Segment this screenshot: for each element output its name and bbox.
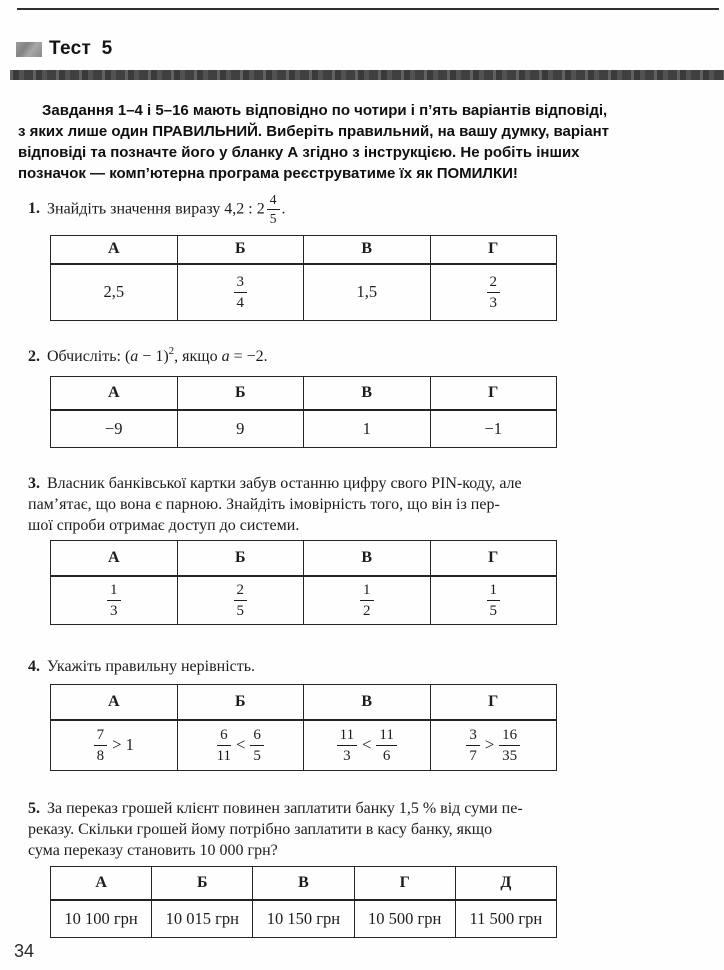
math-text: = −2. <box>229 348 268 365</box>
answer-cell-content <box>152 909 252 929</box>
test-header <box>16 38 113 60</box>
math-text: Знайдіть значення виразу 4,2 : 2 <box>47 200 265 218</box>
fraction-numerator: 1 <box>360 581 374 601</box>
answer-header-cell: Д <box>455 867 556 900</box>
answer-cell <box>304 720 431 771</box>
fraction-denominator: 5 <box>489 602 497 619</box>
answer-cell-content <box>253 909 353 929</box>
answer-header-row <box>51 236 557 264</box>
fraction-numerator: 7 <box>94 726 108 746</box>
answer-header-cell: А <box>51 236 178 264</box>
fraction <box>376 726 396 765</box>
answer-cell-content <box>456 909 556 929</box>
answer-cell <box>430 720 557 771</box>
problem-text-line <box>28 819 573 840</box>
answer-cell-content <box>431 581 557 620</box>
problem-number: 4. <box>28 658 40 675</box>
problem-text-line <box>28 798 573 819</box>
answer-table <box>50 866 557 938</box>
answer-cell <box>51 720 178 771</box>
answer-header-cell: А <box>51 541 178 576</box>
answer-cell <box>177 576 304 625</box>
fraction-denominator: 3 <box>110 602 118 619</box>
answer-cell <box>51 410 178 448</box>
fraction <box>217 726 231 765</box>
fraction-numerator: 6 <box>250 726 264 746</box>
problem-number: 5. <box>28 800 40 817</box>
answer-cell-content <box>178 726 304 765</box>
problem-text: Власник банківської картки забув останню цифру свого PIN-коду, але <box>47 475 522 492</box>
answer-header-cell: В <box>304 685 431 720</box>
problem <box>28 656 573 677</box>
answer-table <box>50 540 557 625</box>
math-variable: a <box>130 348 139 365</box>
fraction-denominator: 3 <box>343 747 351 764</box>
answer-cell <box>177 410 304 448</box>
answer-cell <box>51 900 152 938</box>
problem-text-line <box>28 494 573 515</box>
problem-number: 1. <box>28 200 40 218</box>
answer-header-cell: Г <box>430 541 557 576</box>
math-text: > 1 <box>112 735 134 755</box>
answer-cell <box>177 720 304 771</box>
fraction <box>234 581 248 620</box>
answer-header-cell: В <box>253 867 354 900</box>
answer-header-row <box>51 377 557 410</box>
fraction <box>487 273 501 312</box>
answer-header-cell: Г <box>430 236 557 264</box>
math-text: 10 015 грн <box>165 908 239 928</box>
test-title: Тест 5 <box>49 38 113 59</box>
answer-header-cell: Г <box>354 867 455 900</box>
answer-cell-content <box>431 273 557 312</box>
answer-cell-content <box>51 581 177 620</box>
fraction-numerator: 1 <box>107 581 121 601</box>
instruction-line: Завдання 1–4 і 5–16 мають відповідно по чотири і п’ять варіантів відповіді, <box>42 102 608 119</box>
fraction-numerator: 4 <box>267 192 280 210</box>
answer-cell <box>304 264 431 321</box>
answer-cell-content <box>304 581 430 620</box>
fraction-denominator: 5 <box>269 211 277 227</box>
answer-cell <box>253 900 354 938</box>
math-text: 10 100 грн <box>64 908 138 928</box>
fraction <box>107 581 121 620</box>
problem-text: За переказ грошей клієнт повинен заплатити банку 1,5 % від суми пе- <box>47 800 523 817</box>
fraction-denominator: 7 <box>469 747 477 764</box>
problem <box>28 346 573 367</box>
math-text: , якщо <box>174 348 222 365</box>
answer-cell-content <box>51 726 177 765</box>
answer-cell-content <box>178 273 304 312</box>
math-variable: a <box>221 348 230 365</box>
fraction <box>487 581 501 620</box>
fraction <box>234 273 248 312</box>
answer-header-cell: Б <box>177 377 304 410</box>
fraction-denominator: 5 <box>236 602 244 619</box>
fraction-denominator: 35 <box>502 747 518 764</box>
math-text: 10 500 грн <box>367 908 442 928</box>
answer-table <box>50 235 557 321</box>
fraction-denominator: 6 <box>382 747 391 764</box>
answer-cell <box>430 264 557 321</box>
math-exponent: 2 <box>168 345 175 357</box>
math-text: Обчисліть: ( <box>47 348 131 365</box>
math-text: < <box>236 735 246 755</box>
math-text: . <box>281 200 286 218</box>
answer-cell <box>430 576 557 625</box>
fraction-numerator: 2 <box>487 273 501 293</box>
fraction-numerator: 11 <box>376 726 396 746</box>
fraction <box>267 192 280 227</box>
answer-cell <box>152 900 253 938</box>
answer-header-row <box>51 685 557 720</box>
fraction <box>94 726 108 765</box>
answer-cell-content <box>51 419 177 439</box>
answer-header-cell: Г <box>430 377 557 410</box>
answer-value-row <box>51 720 557 771</box>
math-text: −1 <box>484 418 503 438</box>
answer-table <box>50 376 557 448</box>
instruction-line: відповіді та позначте його у бланку А згідно з інструкцією. Не робіть інших <box>18 144 580 161</box>
answer-header-row <box>51 541 557 576</box>
fraction-denominator: 8 <box>96 747 105 764</box>
math-text: < <box>362 735 372 755</box>
answer-value-row <box>51 264 557 321</box>
problem-text: реказу. Скільки грошей йому потрібно заплатити в касу банку, якщо <box>28 821 493 838</box>
answer-cell <box>177 264 304 321</box>
answer-cell <box>430 410 557 448</box>
answer-cell-content <box>178 419 304 439</box>
page-number: 34 <box>14 941 35 961</box>
answer-cell-content <box>51 282 177 302</box>
math-text: 2,5 <box>103 282 125 302</box>
fraction <box>337 726 357 765</box>
problem-text-line <box>28 515 573 536</box>
math-text: 1 <box>362 418 371 438</box>
answer-value-row <box>51 410 557 448</box>
answer-cell <box>354 900 455 938</box>
fraction <box>250 726 264 765</box>
fraction-denominator: 3 <box>489 294 497 311</box>
math-text: Укажіть правильну нерівність. <box>47 658 256 675</box>
answer-header-cell: Б <box>177 541 304 576</box>
answer-header-cell: Б <box>152 867 253 900</box>
fraction-numerator: 1 <box>487 581 501 601</box>
test-marker-icon <box>16 42 42 57</box>
problem-text: пам’ятає, що вона є парною. Знайдіть імовірність того, що він із пер- <box>28 496 500 513</box>
fraction-numerator: 11 <box>337 726 357 746</box>
answer-cell-content <box>431 726 557 765</box>
math-text: −9 <box>104 418 123 438</box>
problem-question <box>28 656 573 677</box>
problem-number: 3. <box>28 475 40 492</box>
math-text: 1,5 <box>356 282 378 302</box>
problem <box>28 798 573 861</box>
fraction <box>360 581 374 620</box>
instruction-line: з яких лише один ПРАВИЛЬНИЙ. Виберіть правильний, на вашу думку, варіант <box>18 123 609 140</box>
problem-number: 2. <box>28 348 40 365</box>
fraction-denominator: 2 <box>363 602 371 619</box>
answer-cell <box>304 576 431 625</box>
problem-text-line <box>28 840 573 861</box>
answer-value-row <box>51 900 557 938</box>
math-text: − 1) <box>138 348 169 365</box>
header-divider-bar <box>10 70 724 80</box>
answer-cell-content <box>178 581 304 620</box>
answer-cell-content <box>304 726 430 765</box>
answer-cell-content <box>431 419 557 439</box>
instruction-line: позначок — комп’ютерна програма реєструватиме їх як ПОМИЛКИ! <box>18 165 518 182</box>
fraction-denominator: 4 <box>236 294 244 311</box>
answer-cell-content <box>51 909 151 929</box>
answer-header-cell: Б <box>177 236 304 264</box>
answer-table <box>50 684 557 771</box>
answer-cell <box>51 576 178 625</box>
fraction <box>499 726 520 765</box>
problem <box>28 192 573 227</box>
answer-cell <box>455 900 556 938</box>
answer-cell <box>304 410 431 448</box>
problem-text: шої спроби отримає доступ до системи. <box>28 517 300 534</box>
answer-header-cell: В <box>304 236 431 264</box>
math-text: 9 <box>236 418 245 438</box>
answer-value-row <box>51 576 557 625</box>
fraction-numerator: 3 <box>234 273 248 293</box>
answer-header-row <box>51 867 557 900</box>
answer-header-cell: А <box>51 685 178 720</box>
answer-header-cell: В <box>304 377 431 410</box>
answer-header-cell: Г <box>430 685 557 720</box>
problem-question <box>28 192 573 227</box>
math-text: 10 150 грн <box>266 908 341 928</box>
answer-header-cell: В <box>304 541 431 576</box>
problem-text: сума переказу становить 10 000 грн? <box>28 842 278 859</box>
instructions-block <box>18 100 618 184</box>
problem-question <box>28 346 573 367</box>
top-rule <box>17 8 719 10</box>
fraction-denominator: 5 <box>253 747 261 764</box>
answer-cell-content <box>355 909 455 929</box>
answer-header-cell: Б <box>177 685 304 720</box>
fraction-numerator: 16 <box>499 726 520 746</box>
fraction-denominator: 11 <box>216 747 232 764</box>
fraction <box>466 726 480 765</box>
answer-header-cell: А <box>51 377 178 410</box>
problem <box>28 473 573 536</box>
math-text: > <box>484 735 495 755</box>
answer-cell <box>51 264 178 321</box>
problem-text-line <box>28 473 573 494</box>
fraction-numerator: 6 <box>217 726 231 746</box>
answer-header-cell: А <box>51 867 152 900</box>
answer-cell-content <box>304 282 430 302</box>
math-text: 11 500 грн <box>469 908 543 928</box>
answer-cell-content <box>304 419 430 439</box>
fraction-numerator: 3 <box>466 726 480 746</box>
fraction-numerator: 2 <box>234 581 248 601</box>
